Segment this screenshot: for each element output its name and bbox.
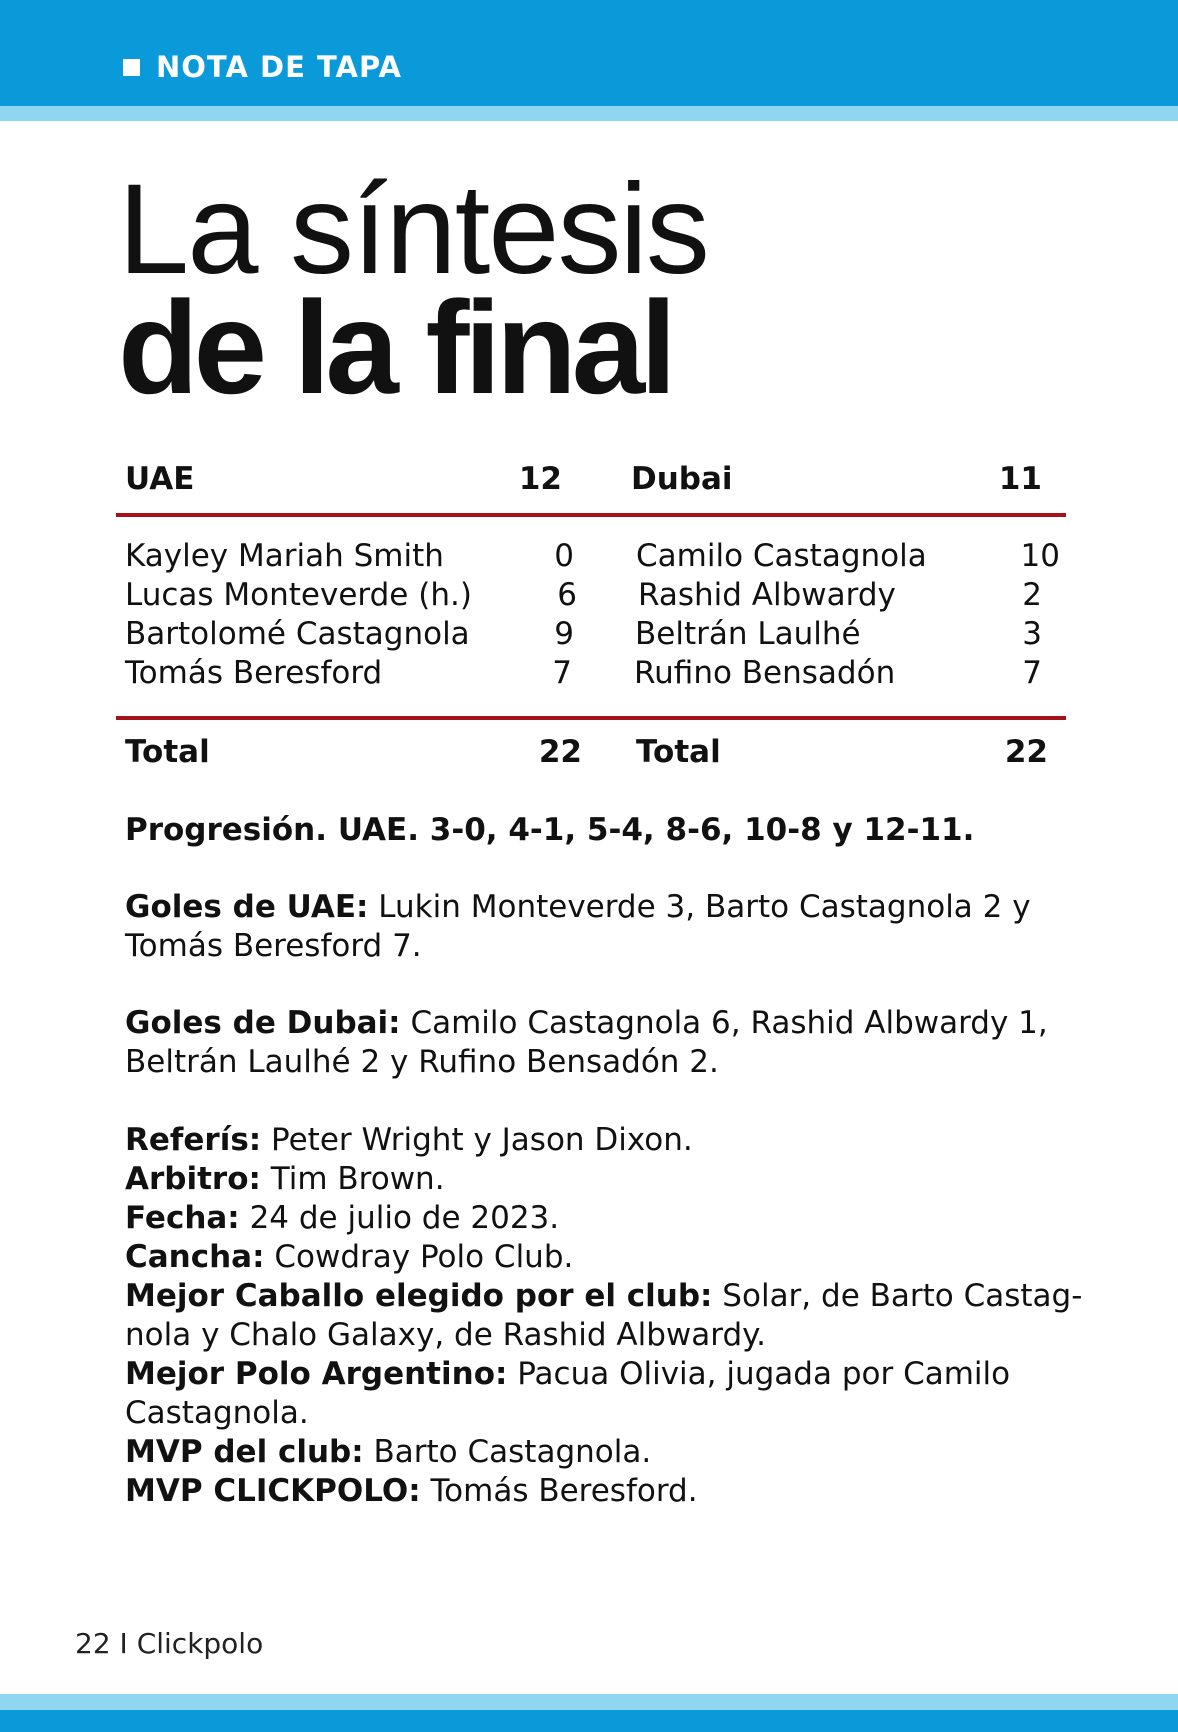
team-b-player-handicap: 10 xyxy=(1020,538,1060,574)
info-label: Fecha: xyxy=(125,1200,240,1236)
info-label: MVP CLICKPOLO: xyxy=(125,1473,421,1509)
info-line-mvp-club xyxy=(125,1433,1085,1472)
info-label: Cancha: xyxy=(125,1239,265,1275)
info-line-cancha xyxy=(125,1238,1085,1277)
info-line-mejor-caballo xyxy=(125,1277,1085,1355)
team-a-player-name: Kayley Mariah Smith xyxy=(125,538,444,574)
team-a-name: UAE xyxy=(125,461,195,497)
match-info-block xyxy=(125,1121,1085,1511)
team-b-player-handicap: 7 xyxy=(1022,655,1042,691)
info-line-referees xyxy=(125,1121,1085,1160)
team-a-total-label: Total xyxy=(125,734,210,770)
team-a-player-name: Lucas Monteverde (h.) xyxy=(125,577,472,613)
team-b-score: 11 xyxy=(998,461,1042,497)
team-a-total: 22 xyxy=(538,734,582,770)
header-stripe xyxy=(0,106,1178,121)
footer-stripe xyxy=(0,1694,1178,1710)
team-b-total: 22 xyxy=(1004,734,1048,770)
team-b-player-name: Beltrán Laulhé xyxy=(635,616,861,652)
team-a-score: 12 xyxy=(518,461,562,497)
team-b-total-label: Total xyxy=(636,734,721,770)
info-value: Tim Brown. xyxy=(260,1161,445,1197)
team-b-player-name: Camilo Castagnola xyxy=(636,538,927,574)
info-value: Tomás Beresford. xyxy=(420,1473,698,1509)
team-b-player-name: Rashid Albwardy xyxy=(638,577,896,613)
page-footer: 22 I Clickpolo xyxy=(75,1627,264,1660)
team-b-name: Dubai xyxy=(631,461,733,497)
goals-uae-paragraph xyxy=(125,888,1085,966)
team-b-player-handicap: 2 xyxy=(1022,577,1042,613)
info-label: Mejor Polo Argentino: xyxy=(125,1356,508,1392)
info-value: Cowdray Polo Club. xyxy=(264,1239,574,1275)
team-a-player-handicap: 0 xyxy=(554,538,574,574)
section-label-text: NOTA DE TAPA xyxy=(156,50,402,84)
team-b-player-handicap: 3 xyxy=(1022,616,1042,652)
info-label: MVP del club: xyxy=(125,1434,364,1470)
team-a-player-name: Bartolomé Castagnola xyxy=(125,616,470,652)
info-line-mejor-polo-argentino xyxy=(125,1355,1085,1433)
goals-uae-label: Goles de UAE: xyxy=(125,889,369,925)
scoreboard-top-rule xyxy=(116,513,1066,517)
page-title-line2: de la final xyxy=(118,274,672,421)
team-a-player-handicap: 6 xyxy=(557,577,577,613)
goals-uae-text: Lukin Monteverde 3, Barto Castagnola 2 y Tomás Beresford 7. xyxy=(125,889,1031,964)
goals-dubai-label: Goles de Dubai: xyxy=(125,1005,401,1041)
page-title-line1: La síntesis xyxy=(118,158,708,301)
info-value: Pacua Olivia, jugada por Camilo Castagnola. xyxy=(125,1356,1011,1431)
section-label xyxy=(123,50,402,84)
team-b-player-name: Rufino Bensadón xyxy=(634,655,896,691)
team-a-player-handicap: 7 xyxy=(552,655,572,691)
info-line-mvp-clickpolo xyxy=(125,1472,1085,1511)
info-value: Peter Wright y Jason Dixon. xyxy=(261,1122,693,1158)
square-bullet-icon xyxy=(123,59,140,76)
goals-dubai-text: Camilo Castagnola 6, Rashid Albwardy 1, Beltrán Laulhé 2 y Rufino Bensadón 2. xyxy=(125,1005,1048,1080)
info-line-fecha xyxy=(125,1199,1085,1238)
info-value: Barto Castagnola. xyxy=(363,1434,652,1470)
team-a-player-name: Tomás Beresford xyxy=(125,655,383,691)
goals-dubai-paragraph xyxy=(125,1004,1085,1082)
info-label: Referís: xyxy=(125,1122,262,1158)
info-value: 24 de julio de 2023. xyxy=(239,1200,560,1236)
scoreboard-bottom-rule xyxy=(116,716,1066,720)
info-value: Solar, de Barto Castag-nola y Chalo Galaxy, de Rashid Albwardy. xyxy=(125,1278,1083,1353)
team-a-player-handicap: 9 xyxy=(554,616,574,652)
info-line-arbitro xyxy=(125,1160,1085,1199)
progression-line: Progresión. UAE. 3-0, 4-1, 5-4, 8-6, 10-8 y 12-11. xyxy=(125,812,975,848)
info-label: Mejor Caballo elegido por el club: xyxy=(125,1278,713,1314)
footer-bar xyxy=(0,1710,1178,1732)
info-label: Arbitro: xyxy=(125,1161,261,1197)
